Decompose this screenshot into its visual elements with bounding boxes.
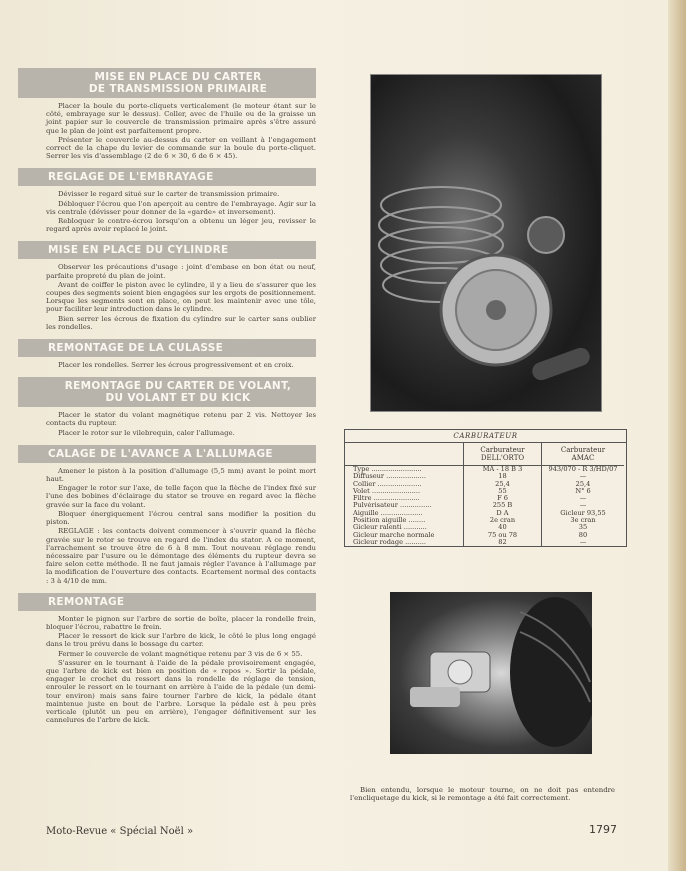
section-heading: [18, 377, 316, 407]
heading-line: REGLAGE DE L'EMBRAYAGE: [48, 171, 214, 184]
heading-line: DU VOLANT ET DU KICK: [105, 392, 251, 405]
heading-line: REMONTAGE DU CARTER DE VOLANT,: [64, 380, 292, 393]
table-cell-dellorto: D A: [463, 510, 541, 517]
table-header-blank: [345, 443, 463, 466]
carburetor-table: [344, 429, 627, 547]
section-paragraph: Avant de coiffer le piston avec le cylindre, il y a lieu de s'assurer que les coupes des segments soient bien engagées sur les ergots de positionnement. Lorsque les segments sont en place, on peut les maintenir avec une tôle, pour faciliter leur introduction dans le cylindre.: [46, 280, 316, 314]
section-heading: [18, 445, 316, 463]
section-heading: [18, 339, 316, 357]
footer-publication: Moto-Revue « Spécial Noël »: [46, 826, 194, 837]
table-cell-amac: N° 6: [541, 488, 624, 495]
section-paragraph: Amener le piston à la position d'allumage (5,5 mm) avant le point mort haut.: [46, 466, 316, 484]
table-cell-dellorto: MA - 18 B 3: [463, 466, 541, 473]
heading-line: MISE EN PLACE DU CARTER: [94, 71, 262, 83]
article-section: [18, 593, 316, 725]
table-cell-amac: Gicleur 93,55: [541, 510, 624, 517]
section-paragraph: REGLAGE : les contacts doivent commencer à s'ouvrir quand la flèche gravée sur le rotor se trouve en regard de l'index du stator. A ce moment, l'arrachement se trouve être de 6 à 8 mm. Tout nouveau réglage rendu nécessaire par l'usure ou le démontage des éléments du rupteur devra se faire selon cette méthode. Il ne faut jamais régler l'avance à l'allumage par la modification de l'ouverture des contacts. Ecartement normal des contacts : 3 à 4/10 de mm.: [46, 527, 316, 585]
table-row-label: Gicleur ralenti ...........: [353, 524, 427, 532]
table-row-label: Diffuseur ...................: [353, 473, 426, 481]
section-paragraph: Bien serrer les écrous de fixation du cylindre sur le carter sans oublier les rondelles.: [46, 314, 316, 331]
carburetor-photo: [390, 592, 592, 754]
page-edge-shadow: [668, 0, 686, 871]
header-line: AMAC: [571, 454, 595, 462]
table-cell-dellorto: 55: [463, 488, 541, 495]
section-paragraph: Placer le rotor sur le vilebrequin, caler l'allumage.: [58, 428, 235, 437]
section-paragraph: S'assurer en le tournant à l'aide de la pédale provisoirement engagée, que l'arbre de kick est bien en position de « repos ». Sortir la pédale, engager le crochet du ressort dans la rondelle de réglage de tension, enrouler le ressort en le tournant en arrière à l'aide de la pédale (un demi-tour environ) mais sans faire tourner l'arbre de kick, la pédale étant maintenue juste en bout de l'arbre. Lorsque la pédale est à peu près verticale (plutôt un peu en arrière), l'engager définitivement sur les cannelures de l'arbre de kick.: [46, 658, 316, 725]
table-row-label: Volet .......................: [353, 487, 421, 495]
table-cell-dellorto: 2e cran: [463, 517, 541, 524]
article-section: [18, 168, 316, 233]
table-row-label: Pulvérisateur ...............: [353, 502, 432, 510]
section-heading: [18, 593, 316, 611]
table-row-label: Type ........................: [353, 466, 422, 473]
table-cell-amac: 25,4: [541, 481, 624, 488]
table-cell-amac: —: [541, 495, 624, 502]
photo-caption: Bien entendu, lorsque le moteur tourne, on ne doit pas entendre l'encliquetage du kick, si le remontage a été fait correctement.: [350, 786, 615, 803]
table-row-label: Gicleur marche normale: [353, 531, 435, 539]
heading-line: REMONTAGE DE LA CULASSE: [48, 342, 224, 355]
table-cell-dellorto: F 6: [463, 495, 541, 502]
section-heading: [18, 68, 316, 98]
section-paragraph: Dévisser le regard situé sur le carter de transmission primaire.: [58, 190, 280, 199]
section-paragraph: Bloquer énergiquement l'écrou central sans modifier la position du piston.: [46, 509, 316, 527]
section-paragraph: Rebloquer le contre-écrou lorsqu'on a obtenu un léger jeu, revisser le regard après avoir replacé le joint.: [46, 217, 316, 234]
article-section: [18, 339, 316, 369]
table-cell-amac: 35: [541, 524, 624, 531]
table-cell-amac: —: [541, 473, 624, 480]
table-header-amac: [541, 443, 624, 466]
section-paragraph: Placer le ressort de kick sur l'arbre de kick, le côté le plus long engagé dans le trou prévu dans le bossage du carter.: [46, 632, 316, 649]
table-row-label: Aiguille ....................: [353, 509, 423, 517]
table-row-label: Position aiguille ........: [353, 517, 426, 525]
section-paragraph: Présenter le couvercle au-dessus du carter en veillant à l'engagement correct de la chape du levier de commande sur la boule du porte-cliquet. Serrer les vis d'assemblage (2 de 6 × 30, 6 de 6 × 45).: [46, 135, 316, 161]
table-row-label: Collier .....................: [353, 480, 422, 488]
article-column: [18, 68, 316, 732]
article-section: [18, 377, 316, 437]
header-line: DELL'ORTO: [480, 454, 525, 462]
table-cell-dellorto: 25,4: [463, 481, 541, 488]
table-header-dellorto: [463, 443, 541, 466]
footer-page-number: 1797: [589, 823, 617, 836]
table-grid: [345, 443, 626, 546]
heading-line: DE TRANSMISSION PRIMAIRE: [88, 83, 268, 95]
section-paragraph: Placer la boule du porte-cliquets verticalement (le moteur étant sur le côté, embrayage sur le dessus). Coller, avec de l'huile ou de la graisse un joint papier sur le couvercle de transmission primaire après s'être assuré que le plan de joint est parfaitement propre.: [46, 102, 316, 135]
section-heading: [18, 241, 316, 259]
heading-line: REMONTAGE: [48, 595, 125, 608]
table-cell-amac: —: [541, 539, 624, 546]
table-cell-dellorto: 255 B: [463, 502, 541, 509]
table-row-label: Gicleur rodage ..........: [353, 538, 427, 546]
table-cell-dellorto: 40: [463, 524, 541, 531]
table-cell-amac: 3e cran: [541, 517, 624, 524]
table-cell-amac: —: [541, 502, 624, 509]
article-section: [18, 68, 316, 160]
table-cell-dellorto: 18: [463, 473, 541, 480]
table-row-label: Filtre ......................: [353, 495, 420, 503]
header-line: Carburateur: [480, 446, 525, 454]
section-paragraph: Observer les précautions d'usage : joint d'embase en bon état ou neuf, parfaite propreté du plan de joint.: [46, 263, 316, 280]
table-cell-dellorto: 75 ou 78: [463, 532, 541, 539]
engine-photo: [370, 74, 602, 412]
section-heading: [18, 168, 316, 186]
section-paragraph: Fermer le couvercle de volant magnétique retenu par 3 vis de 6 × 55.: [58, 649, 303, 658]
heading-line: CALAGE DE L'AVANCE A L'ALLUMAGE: [48, 447, 273, 460]
table-cell-dellorto: 82: [463, 539, 541, 546]
section-paragraph: Engager le rotor sur l'axe, de telle façon que la flèche de l'index fixé sur l'une des bobines d'éclairage du stator se trouve en regard avec la flèche gravée sur la face du volant.: [46, 484, 316, 509]
article-section: [18, 445, 316, 585]
table-cell-amac: 943/070 - R 3/HD/07: [541, 466, 624, 473]
heading-line: MISE EN PLACE DU CYLINDRE: [48, 244, 229, 257]
section-paragraph: Monter le pignon sur l'arbre de sortie de boîte, placer la rondelle frein, bloquer l'écrou, rabattre le frein.: [46, 614, 316, 631]
section-paragraph: Placer les rondelles. Serrer les écrous progressivement et en croix.: [58, 361, 294, 370]
table-title: CARBURATEUR: [345, 430, 626, 443]
table-cell-amac: 80: [541, 532, 624, 539]
article-section: [18, 241, 316, 331]
section-paragraph: Débloquer l'écrou que l'on aperçoit au centre de l'embrayage. Agir sur la vis centrale (dévisser pour donner de la «garde» et inversement).: [46, 199, 316, 216]
section-paragraph: Placer le stator du volant magnétique retenu par 2 vis. Nettoyer les contacts du rupteur.: [46, 411, 316, 428]
header-line: Carburateur: [560, 446, 606, 454]
